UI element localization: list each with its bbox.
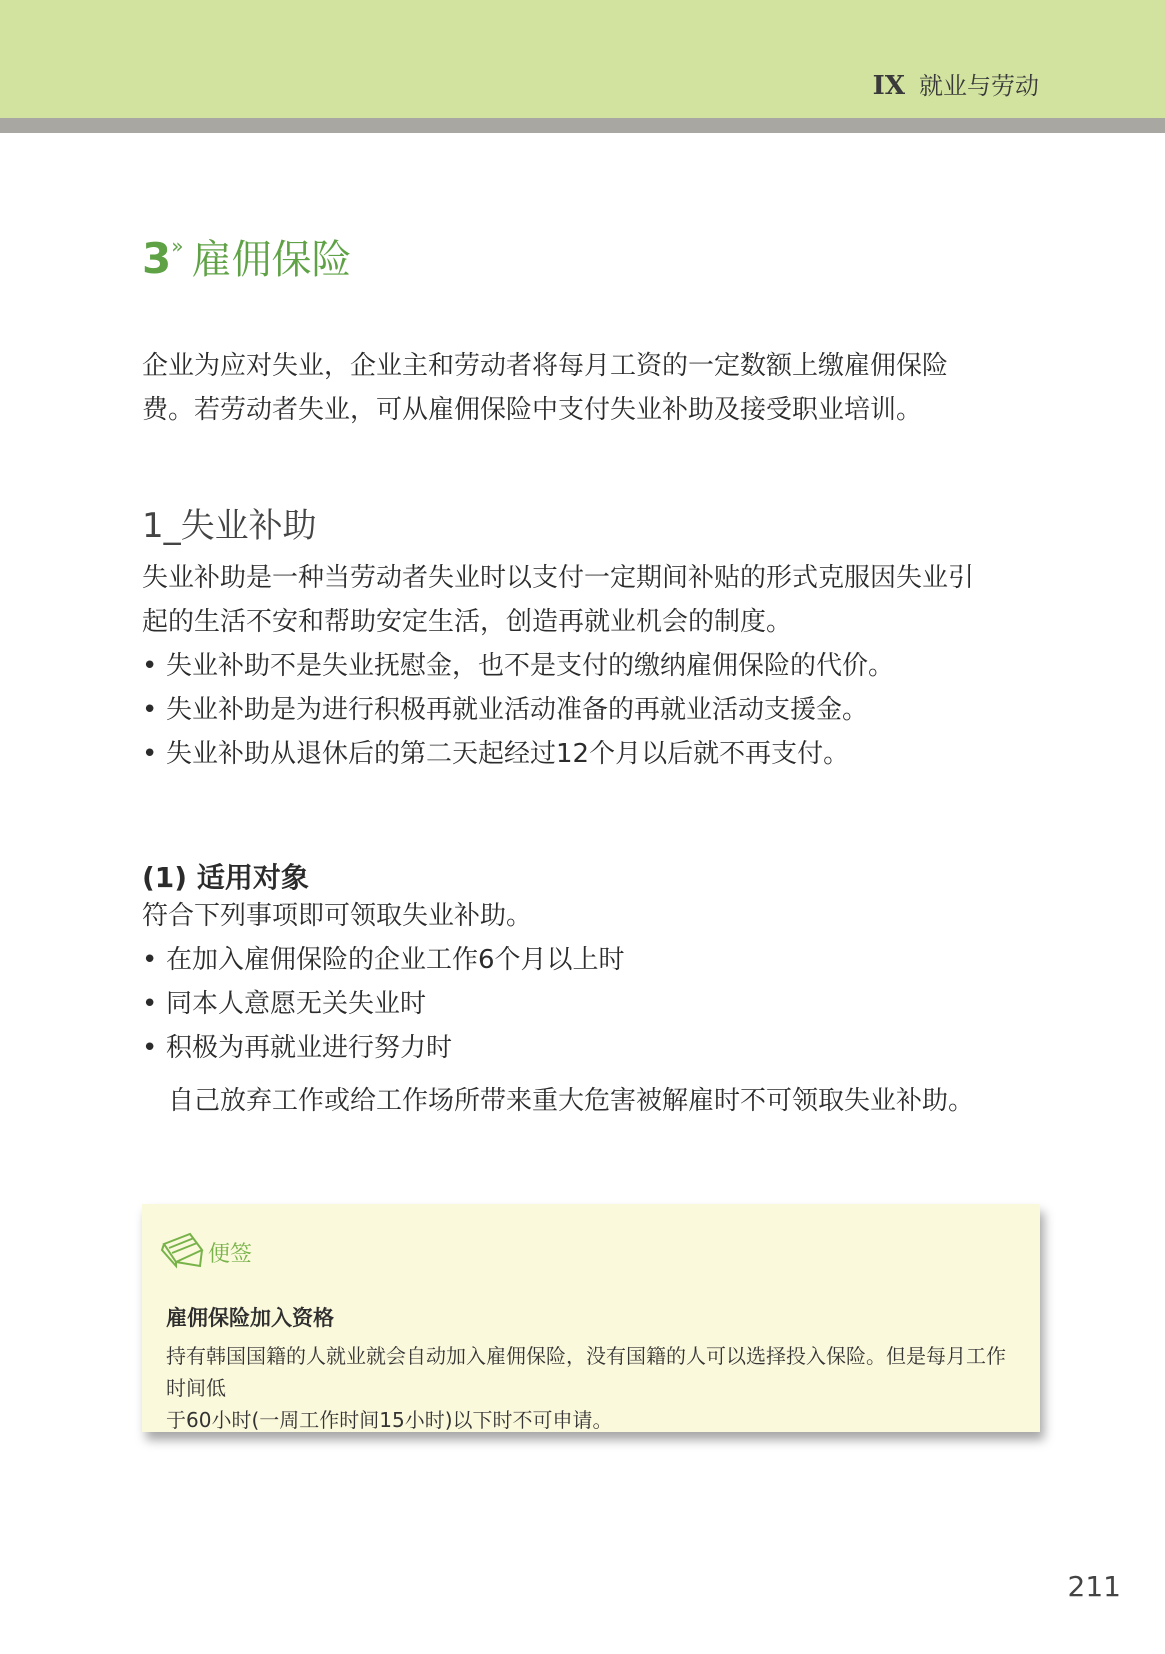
list-item: • 失业补助不是失业抚慰金，也不是支付的缴纳雇佣保险的代价。	[142, 644, 1042, 688]
section-number: 3	[142, 234, 172, 283]
section-title-text: 雇佣保险	[191, 237, 352, 283]
subsection-bullets	[142, 644, 1042, 776]
subsection-title: 1_失业补助	[142, 506, 317, 546]
eligibility-title: (1) 适用对象	[142, 861, 309, 894]
list-item: • 失业补助是为进行积极再就业活动准备的再就业活动支援金。	[142, 688, 1042, 732]
memo-text	[166, 1340, 1016, 1436]
list-item: • 同本人意愿无关失业时	[142, 982, 1042, 1026]
memo-box	[142, 1204, 1040, 1432]
list-item: • 失业补助从退休后的第二天起经过12个月以后就不再支付。	[142, 732, 1042, 776]
intro-line: 企业为应对失业，企业主和劳动者将每月工资的一定数额上缴雇佣保险	[142, 351, 949, 381]
eligibility-bullets	[142, 938, 1042, 1070]
page-number: 211	[1067, 1570, 1121, 1603]
memo-line: 持有韩国国籍的人就业就会自动加入雇佣保险，没有国籍的人可以选择投入保险。但是每月工作时间低	[166, 1344, 1006, 1400]
intro-line: 费。若劳动者失业，可从雇佣保险中支付失业补助及接受职业培训。	[142, 395, 923, 425]
memo-title: 雇佣保险加入资格	[166, 1306, 334, 1330]
eligibility-intro: 符合下列事项即可领取失业补助。	[142, 901, 533, 931]
chapter-title: 就业与劳动	[919, 72, 1039, 100]
memo-line: 于60小时(一周工作时间15小时)以下时不可申请。	[166, 1408, 613, 1432]
intro-paragraph	[142, 344, 1042, 432]
subsection-paragraph	[142, 556, 1042, 644]
chapter-roman: IX	[872, 71, 905, 101]
list-item: • 积极为再就业进行努力时	[142, 1026, 1042, 1070]
section-mark: »	[171, 234, 184, 258]
subsection-line: 失业补助是一种当劳动者失业时以支付一定期间补贴的形式克服因失业引	[142, 563, 975, 593]
memo-header	[160, 1230, 252, 1274]
eligibility-note: 自己放弃工作或给工作场所带来重大危害被解雇时不可领取失业补助。	[168, 1086, 975, 1116]
subsection-line: 起的生活不安和帮助安定生活，创造再就业机会的制度。	[142, 607, 793, 637]
pencil-icon	[160, 1230, 206, 1274]
section-title	[142, 228, 351, 285]
header-rule	[0, 118, 1165, 133]
chapter-heading	[873, 66, 1039, 101]
list-item: • 在加入雇佣保险的企业工作6个月以上时	[142, 938, 1042, 982]
memo-label: 便签	[208, 1241, 253, 1267]
